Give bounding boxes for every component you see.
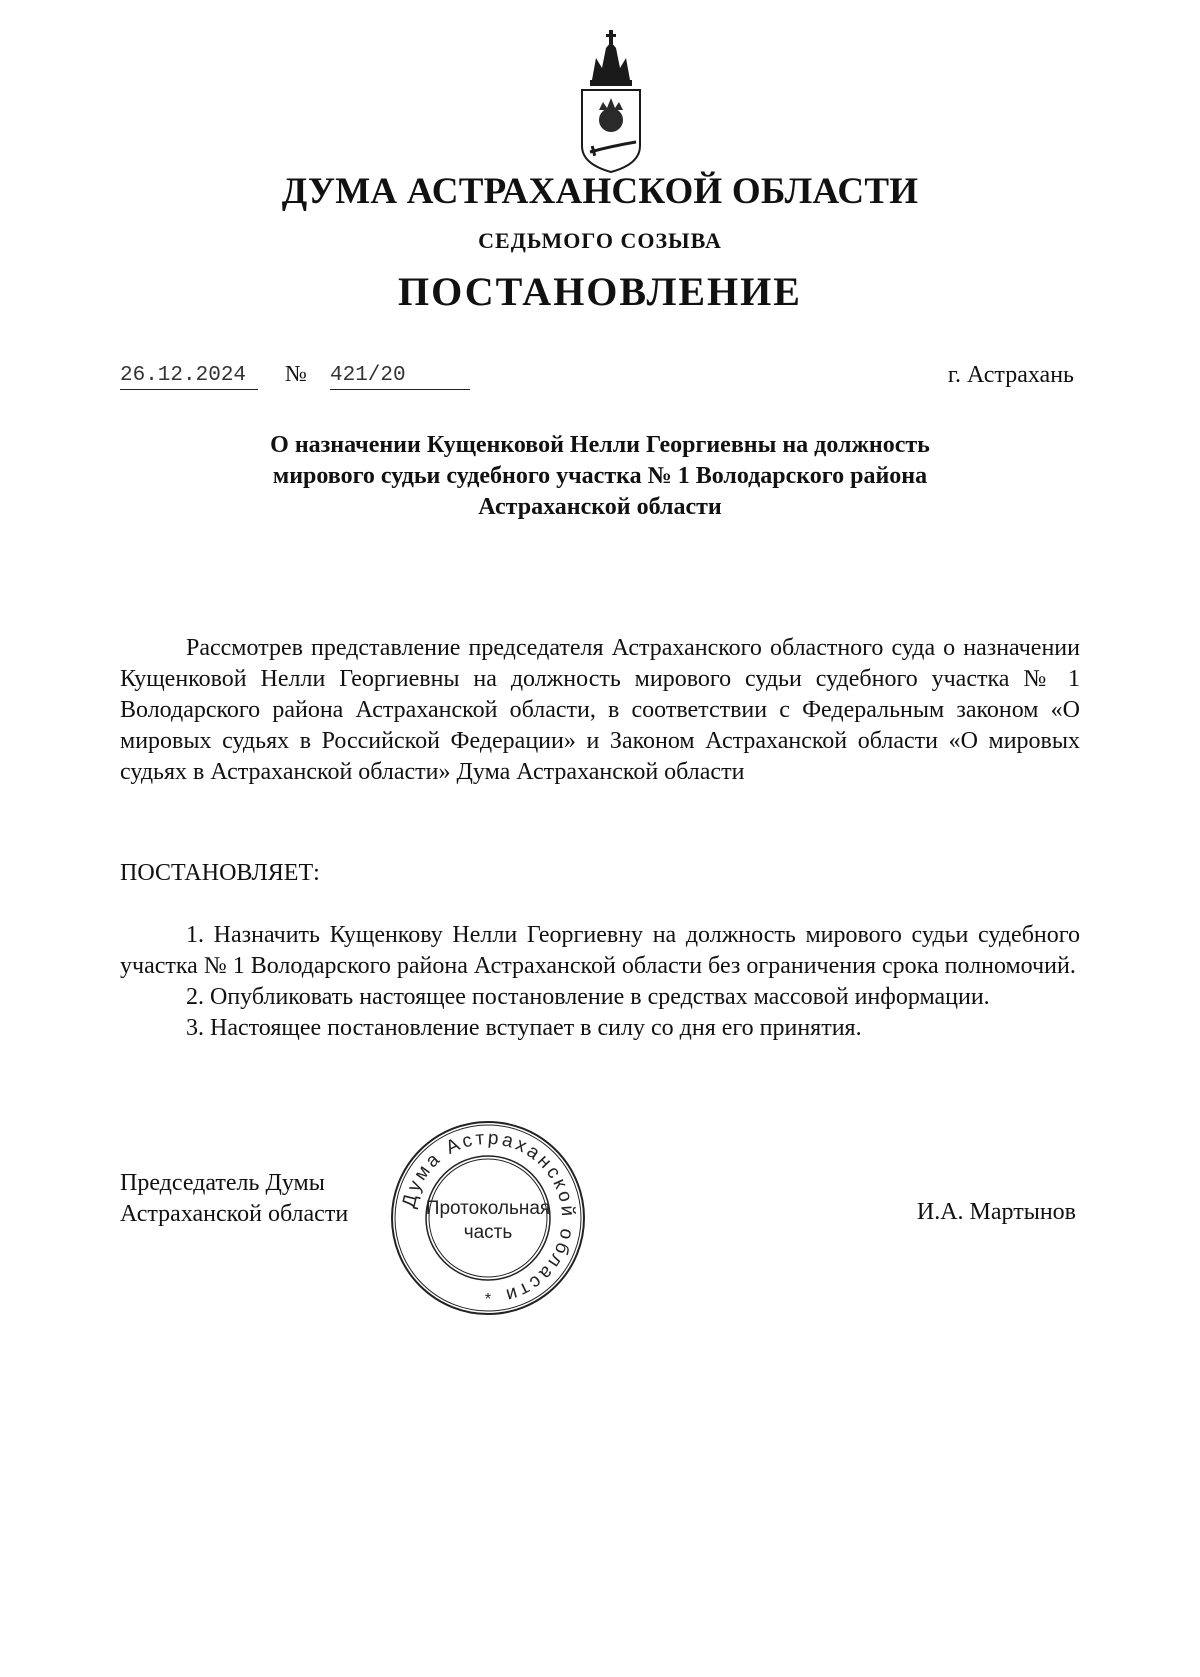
signer-position [120,1168,348,1230]
resolution-items [120,920,1080,1044]
subject-line: мирового судьи судебного участка № 1 Володарского района [272,463,928,489]
resolves-heading: ПОСТАНОВЛЯЕТ: [120,860,320,886]
coat-of-arms-icon [572,28,650,178]
seal-star: * [484,1291,492,1308]
signer-position-line: Астраханской области [120,1201,349,1227]
city-label: г. Астрахань [947,362,1074,388]
document-type-heading: ПОСТАНОВЛЕНИЕ [398,269,802,314]
official-seal-stamp [388,1118,588,1318]
signer-name: И.А. Мартынов [916,1199,1076,1225]
document-date: 26.12.2024 [120,364,258,390]
seal-center-line: Протокольная [425,1198,551,1219]
subject-line: О назначении Кущенковой Нелли Георгиевны на должность [270,432,930,458]
preamble-paragraph: Рассмотрев представление председателя Астраханского областного суда о назначении Кущенковой Нелли Георгиевны на должность мирового судьи судебного участка № 1 Володарского района Астраханской области, в соответствии с Федеральным законом «О мировых судьях в Российской Федерации» и Законом Астраханской области «О мировых судьях в Астраханской области» Дума Астраханской области [120,635,1080,785]
resolution-item: 2. Опубликовать настоящее постановление в средствах массовой информации. [186,984,990,1010]
resolution-item: 1. Назначить Кущенкову Нелли Георгиевну на должность мирового судьи судебного участка № 1 Володарского района Астраханской области без ограничения срока полномочий. [120,922,1080,979]
seal-ring-textpath: Дума Астраханской области [398,1127,579,1307]
subject-line: Астраханской области [478,494,722,520]
resolution-item: 3. Настоящее постановление вступает в силу со дня его принятия. [186,1015,862,1041]
seal-center-line: часть [463,1222,513,1243]
signer-position-line: Председатель Думы [120,1170,325,1196]
convocation-subtitle: СЕДЬМОГО СОЗЫВА [478,228,722,253]
document-number: 421/20 [330,364,470,390]
number-sign: № [285,361,307,386]
organization-title: ДУМА АСТРАХАНСКОЙ ОБЛАСТИ [281,171,919,212]
document-subject [150,430,1050,523]
